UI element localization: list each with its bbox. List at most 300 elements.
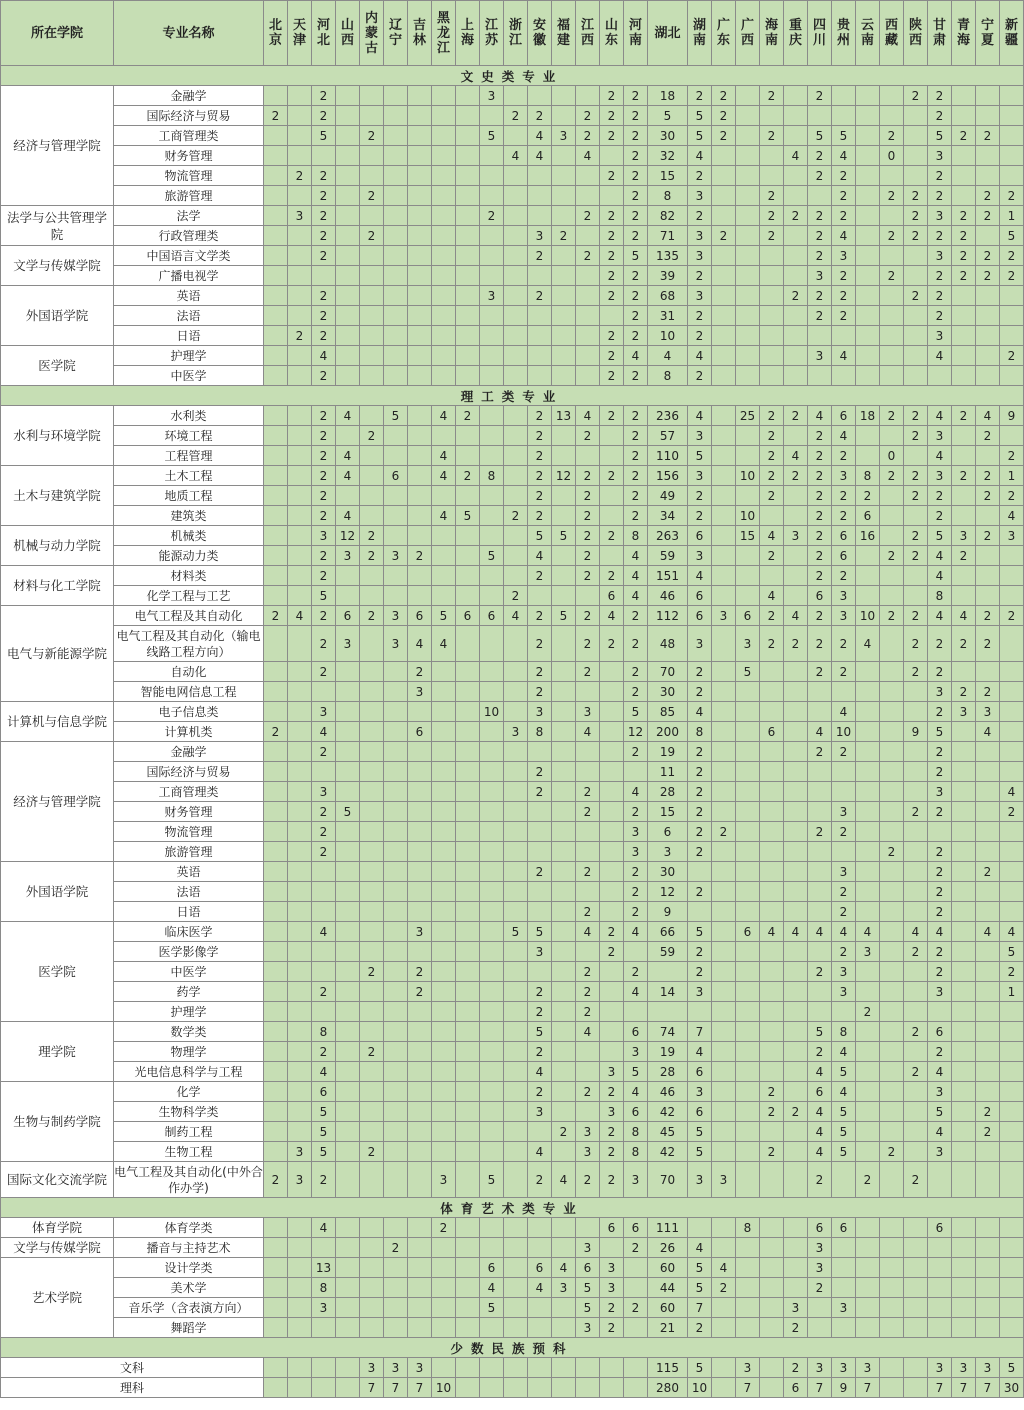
quota-cell: 2 bbox=[904, 186, 928, 206]
quota-cell: 2 bbox=[904, 802, 928, 822]
quota-cell: 4 bbox=[928, 446, 952, 466]
quota-cell: 4 bbox=[808, 922, 832, 942]
quota-cell: 3 bbox=[288, 1162, 312, 1198]
quota-cell bbox=[504, 802, 528, 822]
quota-cell bbox=[360, 366, 384, 386]
quota-cell bbox=[456, 366, 480, 386]
quota-cell bbox=[480, 166, 504, 186]
quota-cell: 4 bbox=[976, 406, 1000, 426]
major-name: 能源动力类 bbox=[114, 546, 264, 566]
quota-cell: 2 bbox=[904, 86, 928, 106]
quota-cell bbox=[976, 1142, 1000, 1162]
quota-cell: 4 bbox=[528, 146, 552, 166]
quota-cell: 2 bbox=[528, 762, 552, 782]
quota-cell bbox=[480, 882, 504, 902]
quota-cell bbox=[384, 306, 408, 326]
quota-cell bbox=[504, 1218, 528, 1238]
quota-cell: 2 bbox=[808, 306, 832, 326]
quota-cell: 4 bbox=[808, 1102, 832, 1122]
quota-cell bbox=[976, 742, 1000, 762]
quota-cell bbox=[952, 366, 976, 386]
quota-cell: 2 bbox=[928, 486, 952, 506]
quota-cell bbox=[784, 266, 808, 286]
quota-cell bbox=[1000, 842, 1024, 862]
quota-cell bbox=[504, 1062, 528, 1082]
quota-cell bbox=[456, 1102, 480, 1122]
table-row bbox=[1, 206, 1024, 226]
college-name: 机械与动力学院 bbox=[1, 526, 114, 566]
quota-cell bbox=[456, 206, 480, 226]
header-province: 西藏 bbox=[880, 1, 904, 66]
quota-cell: 2 bbox=[904, 206, 928, 226]
quota-cell bbox=[288, 762, 312, 782]
quota-cell bbox=[832, 1318, 856, 1338]
quota-cell: 2 bbox=[576, 246, 600, 266]
quota-cell bbox=[288, 1378, 312, 1398]
quota-cell bbox=[432, 1122, 456, 1142]
quota-cell bbox=[480, 1238, 504, 1258]
quota-cell bbox=[264, 782, 288, 802]
quota-cell: 2 bbox=[576, 962, 600, 982]
quota-cell: 3 bbox=[736, 1358, 760, 1378]
quota-cell: 4 bbox=[832, 226, 856, 246]
quota-cell bbox=[504, 306, 528, 326]
quota-cell bbox=[784, 802, 808, 822]
quota-cell bbox=[1000, 702, 1024, 722]
quota-cell bbox=[480, 842, 504, 862]
quota-cell: 2 bbox=[384, 1238, 408, 1258]
quota-cell bbox=[480, 366, 504, 386]
quota-cell: 2 bbox=[1000, 266, 1024, 286]
quota-cell bbox=[456, 286, 480, 306]
quota-cell bbox=[856, 1258, 880, 1278]
quota-cell bbox=[1000, 426, 1024, 446]
quota-cell: 2 bbox=[528, 662, 552, 682]
quota-cell: 30 bbox=[1000, 1378, 1024, 1398]
quota-cell: 6 bbox=[808, 586, 832, 606]
quota-cell bbox=[976, 346, 1000, 366]
quota-cell: 2 bbox=[808, 146, 832, 166]
major-name: 生物科学类 bbox=[114, 1102, 264, 1122]
quota-cell: 6 bbox=[384, 466, 408, 486]
quota-cell: 2 bbox=[688, 166, 712, 186]
quota-cell bbox=[288, 626, 312, 662]
quota-cell bbox=[784, 1062, 808, 1082]
quota-cell bbox=[856, 1102, 880, 1122]
quota-cell bbox=[712, 506, 736, 526]
major-name: 日语 bbox=[114, 902, 264, 922]
quota-cell bbox=[952, 446, 976, 466]
quota-cell: 263 bbox=[648, 526, 688, 546]
quota-cell: 2 bbox=[312, 306, 336, 326]
quota-cell: 7 bbox=[688, 1298, 712, 1318]
quota-cell bbox=[288, 1278, 312, 1298]
quota-cell: 2 bbox=[504, 506, 528, 526]
quota-cell bbox=[832, 842, 856, 862]
quota-cell bbox=[736, 902, 760, 922]
quota-cell bbox=[528, 742, 552, 762]
quota-cell bbox=[976, 166, 1000, 186]
quota-cell: 2 bbox=[712, 822, 736, 842]
quota-cell: 5 bbox=[528, 1022, 552, 1042]
quota-cell bbox=[504, 662, 528, 682]
quota-cell bbox=[456, 1082, 480, 1102]
quota-cell bbox=[336, 126, 360, 146]
quota-cell: 5 bbox=[832, 1142, 856, 1162]
quota-cell: 6 bbox=[856, 506, 880, 526]
quota-cell: 4 bbox=[528, 1062, 552, 1082]
quota-cell: 2 bbox=[600, 86, 624, 106]
quota-cell: 2 bbox=[624, 606, 648, 626]
major-name: 水利类 bbox=[114, 406, 264, 426]
quota-cell: 60 bbox=[648, 1298, 688, 1318]
quota-cell bbox=[952, 822, 976, 842]
quota-cell bbox=[736, 862, 760, 882]
quota-cell bbox=[504, 486, 528, 506]
quota-cell bbox=[576, 226, 600, 246]
table-row bbox=[1, 1142, 1024, 1162]
quota-cell bbox=[904, 1102, 928, 1122]
quota-cell bbox=[264, 1122, 288, 1142]
quota-cell bbox=[384, 566, 408, 586]
major-name: 广播电视学 bbox=[114, 266, 264, 286]
quota-cell: 5 bbox=[648, 106, 688, 126]
quota-cell: 6 bbox=[624, 1102, 648, 1122]
quota-cell: 18 bbox=[856, 406, 880, 426]
major-name: 法学 bbox=[114, 206, 264, 226]
quota-cell bbox=[552, 782, 576, 802]
quota-cell bbox=[552, 326, 576, 346]
quota-cell bbox=[976, 1022, 1000, 1042]
quota-cell: 2 bbox=[832, 206, 856, 226]
quota-cell bbox=[856, 662, 880, 682]
quota-cell bbox=[360, 1022, 384, 1042]
quota-cell: 4 bbox=[688, 1042, 712, 1062]
quota-cell bbox=[904, 762, 928, 782]
quota-cell: 4 bbox=[832, 1042, 856, 1062]
quota-cell bbox=[336, 86, 360, 106]
quota-cell bbox=[360, 1258, 384, 1278]
quota-cell bbox=[504, 1122, 528, 1142]
quota-cell: 2 bbox=[624, 486, 648, 506]
quota-cell: 2 bbox=[360, 426, 384, 446]
quota-cell bbox=[336, 1318, 360, 1338]
quota-cell: 156 bbox=[648, 466, 688, 486]
section-header bbox=[1, 1198, 1024, 1218]
quota-cell bbox=[880, 286, 904, 306]
quota-cell bbox=[288, 286, 312, 306]
quota-cell bbox=[712, 366, 736, 386]
header-province: 河北 bbox=[312, 1, 336, 66]
table-row bbox=[1, 942, 1024, 962]
quota-cell bbox=[856, 286, 880, 306]
quota-cell: 3 bbox=[528, 702, 552, 722]
table-row bbox=[1, 982, 1024, 1002]
quota-cell: 2 bbox=[600, 566, 624, 586]
quota-cell bbox=[552, 722, 576, 742]
quota-cell bbox=[456, 146, 480, 166]
quota-cell bbox=[408, 146, 432, 166]
quota-cell bbox=[736, 1022, 760, 1042]
quota-cell bbox=[904, 266, 928, 286]
table-row bbox=[1, 1022, 1024, 1042]
major-name: 英语 bbox=[114, 862, 264, 882]
quota-cell: 2 bbox=[808, 286, 832, 306]
quota-cell: 2 bbox=[600, 346, 624, 366]
quota-cell: 13 bbox=[552, 406, 576, 426]
college-name: 材料与化工学院 bbox=[1, 566, 114, 606]
quota-cell bbox=[528, 882, 552, 902]
quota-cell: 2 bbox=[288, 326, 312, 346]
quota-cell bbox=[856, 1022, 880, 1042]
header-province: 内蒙古 bbox=[360, 1, 384, 66]
quota-cell bbox=[856, 226, 880, 246]
quota-cell: 5 bbox=[928, 722, 952, 742]
quota-cell bbox=[856, 186, 880, 206]
quota-cell: 2 bbox=[952, 246, 976, 266]
quota-cell: 2 bbox=[688, 206, 712, 226]
quota-cell bbox=[408, 1002, 432, 1022]
quota-cell: 2 bbox=[976, 606, 1000, 626]
major-name: 工商管理类 bbox=[114, 126, 264, 146]
quota-cell bbox=[600, 1378, 624, 1398]
quota-cell bbox=[456, 266, 480, 286]
quota-cell bbox=[760, 326, 784, 346]
quota-cell: 2 bbox=[624, 286, 648, 306]
quota-cell bbox=[264, 626, 288, 662]
quota-cell bbox=[264, 166, 288, 186]
header-province: 山东 bbox=[600, 1, 624, 66]
quota-cell bbox=[976, 802, 1000, 822]
quota-cell: 2 bbox=[976, 682, 1000, 702]
quota-cell bbox=[480, 1122, 504, 1142]
quota-cell bbox=[760, 266, 784, 286]
quota-cell bbox=[480, 1062, 504, 1082]
quota-cell: 2 bbox=[808, 606, 832, 626]
header-province: 四川 bbox=[808, 1, 832, 66]
quota-cell bbox=[384, 586, 408, 606]
quota-cell bbox=[832, 1278, 856, 1298]
quota-cell bbox=[432, 246, 456, 266]
quota-cell: 3 bbox=[624, 822, 648, 842]
quota-cell bbox=[456, 186, 480, 206]
table-row bbox=[1, 106, 1024, 126]
quota-cell: 5 bbox=[688, 1122, 712, 1142]
quota-cell bbox=[336, 286, 360, 306]
quota-cell: 12 bbox=[648, 882, 688, 902]
quota-cell bbox=[336, 566, 360, 586]
quota-cell bbox=[880, 1162, 904, 1198]
major-name: 理科 bbox=[1, 1378, 264, 1398]
quota-cell bbox=[784, 722, 808, 742]
quota-cell bbox=[552, 566, 576, 586]
quota-cell bbox=[408, 566, 432, 586]
quota-cell bbox=[288, 1122, 312, 1142]
major-name: 法语 bbox=[114, 882, 264, 902]
quota-cell: 59 bbox=[648, 546, 688, 566]
quota-cell bbox=[384, 762, 408, 782]
quota-cell bbox=[408, 1162, 432, 1198]
quota-cell bbox=[456, 922, 480, 942]
table-body bbox=[1, 66, 1024, 1398]
quota-cell bbox=[760, 286, 784, 306]
quota-cell: 2 bbox=[624, 186, 648, 206]
quota-cell bbox=[384, 802, 408, 822]
quota-cell bbox=[736, 1298, 760, 1318]
quota-cell bbox=[1000, 1318, 1024, 1338]
quota-cell bbox=[384, 982, 408, 1002]
quota-cell bbox=[432, 1102, 456, 1122]
quota-cell bbox=[952, 326, 976, 346]
quota-cell bbox=[360, 682, 384, 702]
quota-cell bbox=[736, 982, 760, 1002]
major-name: 数学类 bbox=[114, 1022, 264, 1042]
quota-cell: 2 bbox=[624, 962, 648, 982]
quota-cell bbox=[528, 842, 552, 862]
quota-cell bbox=[856, 1042, 880, 1062]
quota-cell: 2 bbox=[808, 466, 832, 486]
quota-cell bbox=[552, 1218, 576, 1238]
quota-cell bbox=[760, 682, 784, 702]
quota-cell bbox=[760, 702, 784, 722]
quota-cell bbox=[904, 506, 928, 526]
quota-cell: 4 bbox=[312, 922, 336, 942]
quota-cell bbox=[408, 286, 432, 306]
quota-cell bbox=[784, 1082, 808, 1102]
quota-cell: 3 bbox=[928, 426, 952, 446]
quota-cell: 2 bbox=[624, 1238, 648, 1258]
quota-cell: 2 bbox=[504, 586, 528, 606]
quota-cell: 2 bbox=[600, 1298, 624, 1318]
quota-cell bbox=[384, 902, 408, 922]
quota-cell bbox=[384, 782, 408, 802]
quota-cell: 4 bbox=[312, 1218, 336, 1238]
quota-cell: 10 bbox=[736, 466, 760, 486]
quota-cell bbox=[384, 942, 408, 962]
quota-cell bbox=[480, 426, 504, 446]
quota-cell bbox=[600, 1002, 624, 1022]
quota-cell bbox=[952, 1238, 976, 1258]
quota-cell: 2 bbox=[904, 626, 928, 662]
quota-cell bbox=[336, 1238, 360, 1258]
quota-cell bbox=[336, 1378, 360, 1398]
quota-cell bbox=[712, 246, 736, 266]
quota-cell bbox=[1000, 1218, 1024, 1238]
quota-cell bbox=[384, 702, 408, 722]
college-name: 外国语学院 bbox=[1, 862, 114, 922]
quota-cell bbox=[360, 486, 384, 506]
quota-cell bbox=[712, 146, 736, 166]
quota-cell bbox=[760, 1062, 784, 1082]
quota-cell bbox=[456, 802, 480, 822]
quota-cell bbox=[504, 1238, 528, 1258]
quota-cell bbox=[384, 446, 408, 466]
quota-cell: 25 bbox=[736, 406, 760, 426]
quota-cell bbox=[856, 882, 880, 902]
quota-cell: 2 bbox=[360, 1142, 384, 1162]
quota-cell bbox=[736, 942, 760, 962]
quota-cell: 5 bbox=[688, 446, 712, 466]
quota-cell: 2 bbox=[600, 526, 624, 546]
quota-cell bbox=[712, 1122, 736, 1142]
quota-cell bbox=[904, 782, 928, 802]
quota-cell bbox=[504, 186, 528, 206]
quota-cell bbox=[808, 942, 832, 962]
quota-cell bbox=[360, 742, 384, 762]
quota-cell bbox=[336, 1002, 360, 1022]
section-header bbox=[1, 66, 1024, 86]
quota-cell bbox=[264, 982, 288, 1002]
quota-cell bbox=[336, 1162, 360, 1198]
quota-cell: 3 bbox=[688, 626, 712, 662]
quota-cell: 4 bbox=[336, 446, 360, 466]
quota-cell: 26 bbox=[648, 1238, 688, 1258]
quota-cell bbox=[504, 1378, 528, 1398]
quota-cell: 2 bbox=[928, 186, 952, 206]
college-name: 外国语学院 bbox=[1, 286, 114, 346]
quota-cell bbox=[336, 662, 360, 682]
quota-cell: 2 bbox=[712, 106, 736, 126]
quota-cell bbox=[784, 742, 808, 762]
quota-cell: 3 bbox=[856, 1358, 880, 1378]
quota-cell: 2 bbox=[528, 106, 552, 126]
quota-cell bbox=[408, 782, 432, 802]
quota-cell bbox=[456, 1278, 480, 1298]
quota-cell bbox=[336, 366, 360, 386]
quota-cell: 280 bbox=[648, 1378, 688, 1398]
quota-cell bbox=[456, 426, 480, 446]
quota-cell bbox=[264, 86, 288, 106]
quota-cell bbox=[760, 1122, 784, 1142]
quota-cell bbox=[576, 366, 600, 386]
quota-cell bbox=[1000, 86, 1024, 106]
quota-cell bbox=[760, 146, 784, 166]
header-major: 专业名称 bbox=[114, 1, 264, 66]
major-name: 设计学类 bbox=[114, 1258, 264, 1278]
quota-cell bbox=[760, 862, 784, 882]
quota-cell: 2 bbox=[904, 1022, 928, 1042]
quota-cell: 2 bbox=[576, 506, 600, 526]
quota-cell: 2 bbox=[600, 246, 624, 266]
quota-cell bbox=[856, 782, 880, 802]
quota-cell: 5 bbox=[832, 126, 856, 146]
quota-cell bbox=[312, 762, 336, 782]
quota-cell: 2 bbox=[928, 962, 952, 982]
quota-cell: 2 bbox=[856, 1162, 880, 1198]
quota-cell bbox=[408, 126, 432, 146]
quota-cell bbox=[552, 702, 576, 722]
quota-cell: 4 bbox=[808, 406, 832, 426]
quota-cell: 2 bbox=[528, 426, 552, 446]
quota-cell: 3 bbox=[312, 782, 336, 802]
quota-cell: 4 bbox=[688, 146, 712, 166]
quota-cell bbox=[712, 426, 736, 446]
quota-cell: 2 bbox=[928, 862, 952, 882]
quota-cell bbox=[784, 982, 808, 1002]
quota-cell: 5 bbox=[456, 506, 480, 526]
quota-cell: 2 bbox=[408, 546, 432, 566]
quota-cell bbox=[808, 882, 832, 902]
quota-cell: 2 bbox=[952, 126, 976, 146]
quota-cell: 3 bbox=[928, 982, 952, 1002]
quota-cell bbox=[624, 1258, 648, 1278]
quota-cell bbox=[784, 1042, 808, 1062]
quota-cell: 2 bbox=[600, 942, 624, 962]
quota-cell bbox=[384, 526, 408, 546]
quota-cell bbox=[504, 682, 528, 702]
quota-cell: 2 bbox=[808, 822, 832, 842]
quota-cell bbox=[1000, 546, 1024, 566]
